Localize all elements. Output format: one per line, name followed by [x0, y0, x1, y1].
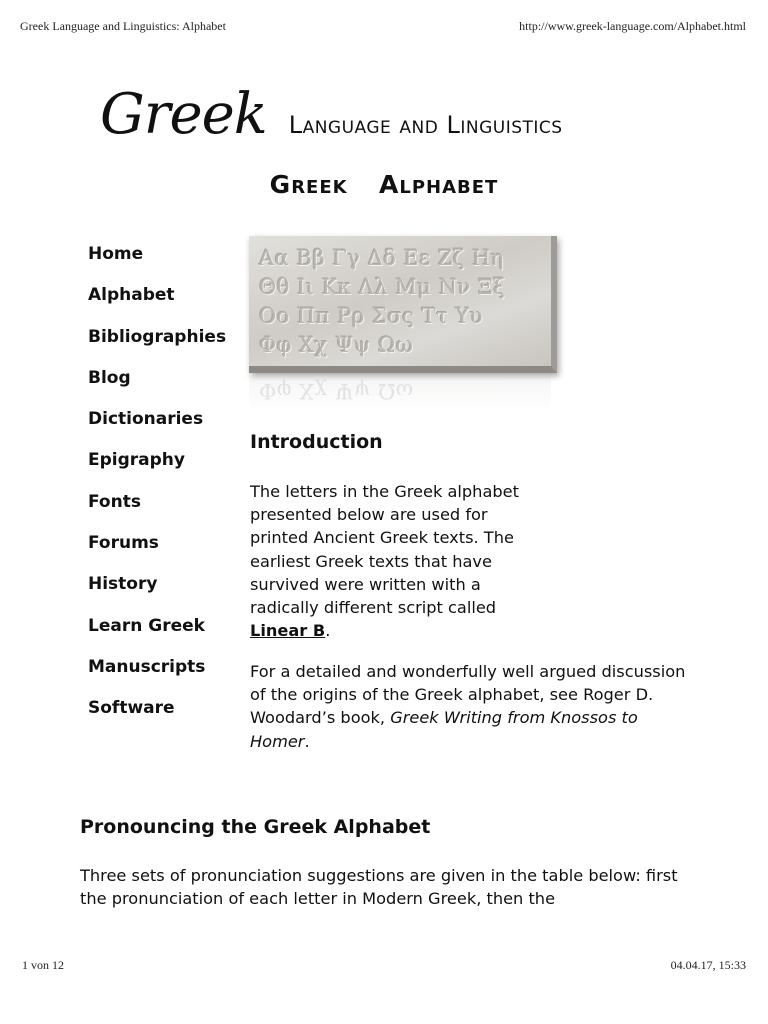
nav-item-forums[interactable]: Forums: [88, 533, 159, 554]
stone-line: Οο Ππ Ρρ Σσς Ττ Υυ: [259, 304, 484, 328]
intro-p1-end: .: [325, 621, 331, 641]
stone-tablet: [249, 236, 557, 373]
nav-item-history[interactable]: History: [88, 574, 158, 595]
stone-line: Φφ Χχ Ψψ Ωω: [259, 333, 414, 357]
print-header: [20, 19, 746, 34]
stone-line: Αα Ββ Γγ Δδ Εε Ζζ Ηη: [259, 246, 504, 270]
logo-wordmark: Greek: [100, 82, 267, 147]
page-title: Greek Alphabet: [269, 170, 499, 199]
intro-p2-end: .: [304, 731, 310, 751]
nav-item-learn-greek[interactable]: Learn Greek: [88, 615, 205, 636]
nav-item-fonts[interactable]: Fonts: [88, 491, 141, 512]
nav-item-bibliographies[interactable]: Bibliographies: [88, 326, 227, 347]
print-datetime: 04.04.17, 15:33: [670, 958, 746, 972]
intro-paragraph-2: [250, 660, 690, 753]
nav-item-blog[interactable]: Blog: [88, 367, 131, 388]
print-header-url: http://www.greek-language.com/Alphabet.html: [519, 19, 746, 33]
book-title: Greek Writing from Knossos to Homer: [250, 708, 638, 751]
nav-item-software[interactable]: Software: [88, 698, 175, 719]
print-header-title: Greek Language and Linguistics: Alphabet: [20, 19, 226, 33]
sidebar-nav: [88, 244, 226, 740]
nav-item-epigraphy[interactable]: Epigraphy: [88, 450, 185, 471]
nav-item-alphabet[interactable]: Alphabet: [88, 285, 175, 306]
pronunciation-heading: Pronouncing the Greek Alphabet: [80, 816, 431, 838]
intro-p2-lead: For a detailed and wonderfully well argued discussion of the origins of the Greek alphabet, see Roger D. Woodard’s book,: [250, 662, 686, 728]
intro-paragraph-1: [250, 480, 550, 642]
pronunciation-text: Three sets of pronunciation suggestions are given in the table below: first the pronunciation of each letter in Modern Greek, then the: [80, 866, 678, 909]
stone-reflection: [249, 376, 551, 412]
page-counter: 1 von 12: [22, 958, 64, 972]
stone-line: Θθ Ιι Κκ Λλ Μμ Νν Ξξ: [259, 275, 506, 299]
intro-p1-text: The letters in the Greek alphabet presented below are used for printed Ancient Greek texts. The earliest Greek texts that have survived were written with a radically different script called: [250, 482, 519, 618]
nav-item-manuscripts[interactable]: Manuscripts: [88, 656, 206, 677]
stone-reflection-line: Φφ Χχ Ψψ Ωω: [259, 379, 414, 403]
intro-heading: Introduction: [250, 431, 383, 453]
alphabet-stone-image: [249, 236, 557, 416]
linear-b-link[interactable]: Linear B: [250, 621, 326, 641]
nav-item-home[interactable]: Home: [88, 244, 144, 264]
print-footer: [22, 958, 746, 973]
logo-tagline: Language and Linguistics: [288, 111, 563, 139]
nav-item-dictionaries[interactable]: Dictionaries: [88, 409, 204, 430]
site-logo[interactable]: [100, 82, 563, 147]
